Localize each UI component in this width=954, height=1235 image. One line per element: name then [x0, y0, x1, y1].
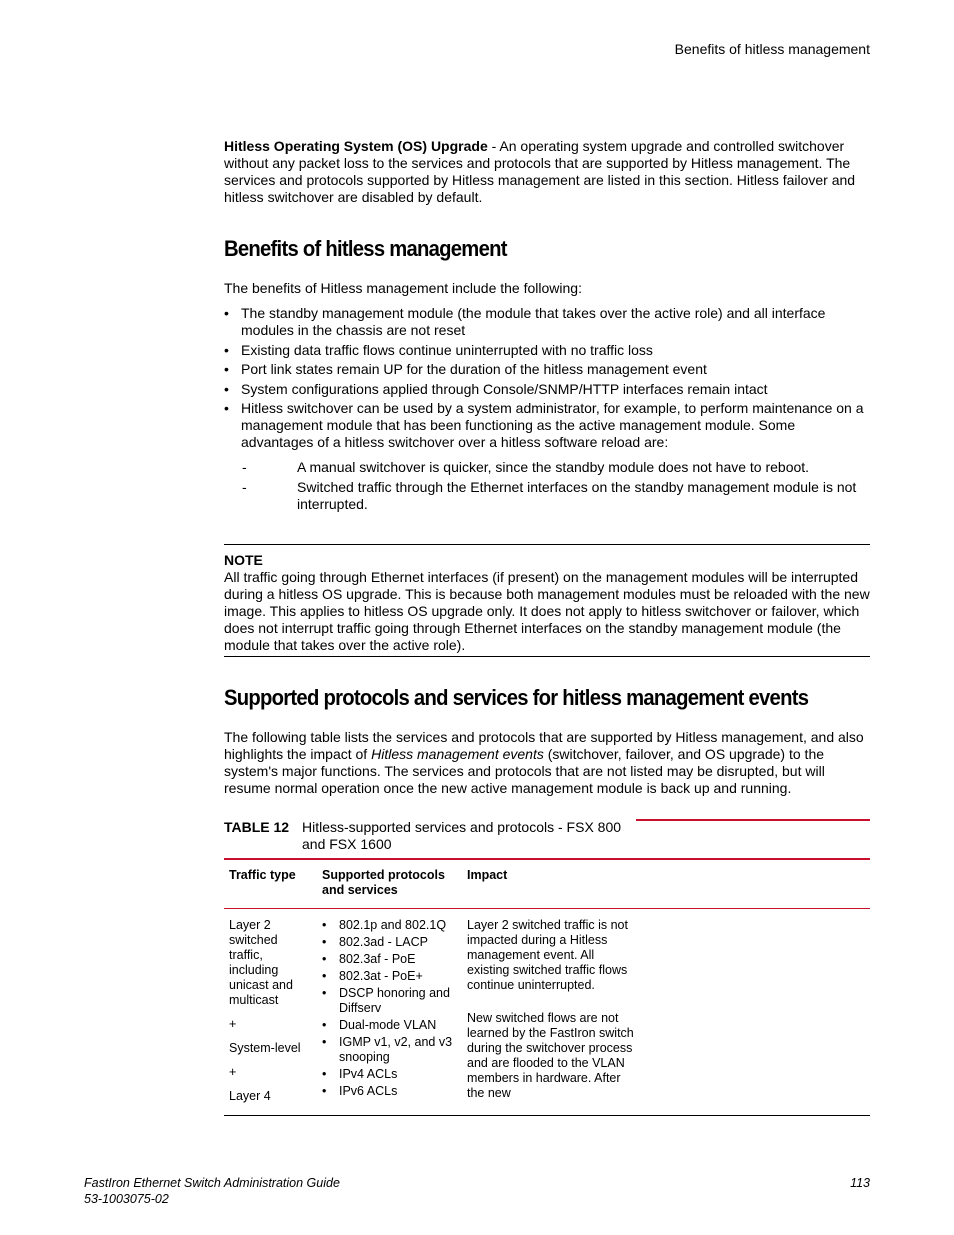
- cell-text: +: [229, 1017, 237, 1031]
- benefits-lead: The benefits of Hitless management include the following:: [224, 280, 582, 296]
- column-header-impact: Impact: [467, 868, 508, 882]
- bullet-mark: •: [224, 305, 229, 321]
- protocol-text: 802.3ad - LACP: [339, 935, 428, 949]
- list-item: [224, 305, 870, 339]
- protocol-list: [322, 918, 462, 1099]
- cell-text: System-level: [229, 1041, 301, 1055]
- cell-text: Layer 2 switched traffic, including unicast and multicast: [229, 918, 293, 1007]
- list-item-text: Existing data traffic flows continue uninterrupted with no traffic loss: [241, 341, 653, 358]
- intro-paragraph: [224, 138, 864, 206]
- dash-mark: -: [242, 459, 247, 475]
- protocol-item: [322, 1084, 462, 1099]
- intro-text: - An operating system upgrade and controlled switchover without any packet loss to the services and protocols that are supported by Hitless management. The services and protocols supported by Hitless management are listed in this section. Hitless failover and hitless switchover are disabled by default.: [224, 138, 856, 205]
- bullet-mark: •: [322, 986, 327, 1000]
- table-title: Hitless-supported services and protocols - FSX 800 and FSX 1600: [302, 819, 622, 852]
- table-top-rule: [224, 858, 870, 860]
- protocol-item: [322, 918, 462, 933]
- bullet-mark: •: [322, 935, 327, 949]
- bullet-mark: •: [322, 918, 327, 932]
- sub-list-item: [240, 459, 870, 476]
- protocol-text: 802.1p and 802.1Q: [339, 918, 447, 932]
- table-cell-protocols: [322, 918, 462, 1101]
- table-cell-traffic-type: [229, 918, 309, 1104]
- protocol-text: 802.3at - PoE+: [339, 969, 423, 983]
- bullet-mark: •: [322, 1018, 327, 1032]
- protocol-item: [322, 969, 462, 984]
- bullet-mark: •: [224, 341, 229, 358]
- protocol-item: [322, 986, 462, 1016]
- protocol-item: [322, 1018, 462, 1033]
- sub-list-item-text: A manual switchover is quicker, since the standby module does not have to reboot.: [297, 459, 810, 475]
- note-title: NOTE: [224, 552, 263, 568]
- benefits-list: [224, 305, 870, 454]
- bullet-mark: •: [224, 380, 229, 397]
- footer-doc-info: [84, 1175, 340, 1207]
- bullet-mark: •: [322, 969, 327, 983]
- footer-page-number: 113: [850, 1176, 870, 1190]
- table-cell-impact: [467, 918, 637, 1101]
- section-heading-benefits: Benefits of hitless management: [224, 236, 507, 261]
- table-bottom-rule: [224, 1115, 870, 1116]
- protocol-text: Dual-mode VLAN: [339, 1018, 437, 1032]
- bullet-mark: •: [224, 361, 229, 378]
- footer-doc-number: 53-1003075-02: [84, 1192, 169, 1206]
- protocol-item: [322, 935, 462, 950]
- cell-text: Layer 2 switched traffic is not impacted during a Hitless management event. All existing switched traffic flows continue uninterrupted.: [467, 918, 628, 992]
- bullet-mark: •: [322, 1067, 327, 1081]
- intro-term: Hitless Operating System (OS) Upgrade: [224, 138, 488, 154]
- table-header-rule: [224, 908, 870, 909]
- list-item-text: System configurations applied through Console/SNMP/HTTP interfaces remain intact: [241, 380, 768, 397]
- protocol-text: IGMP v1, v2, and v3 snooping: [339, 1035, 453, 1064]
- note-box: [224, 544, 870, 657]
- supported-emphasis: Hitless management events: [371, 746, 544, 762]
- bullet-mark: •: [224, 400, 229, 417]
- protocol-item: [322, 952, 462, 967]
- list-item-text: Hitless switchover can be used by a system administrator, for example, to perform maintenance on a management module that has been functioning as the active management module. Some advantages of a hitless switchover over a hitless software reload are:: [241, 400, 864, 451]
- protocol-text: DSCP honoring and Diffserv: [339, 986, 450, 1015]
- list-item-text: The standby management module (the module that takes over the active role) and all interface modules in the chassis are not reset: [241, 305, 826, 338]
- note-text: All traffic going through Ethernet interfaces (if present) on the management modules will be interrupted during a hitless OS upgrade. This is because both management modules must be reloaded with the new image. This applies to hitless OS upgrade only. It does not apply to hitless switchover or failover, which does not interrupt traffic going through Ethernet interfaces on the standby management module (the module that takes over the active role).: [224, 569, 870, 653]
- dash-mark: -: [242, 478, 247, 495]
- cell-text: Layer 4: [229, 1089, 271, 1103]
- list-item: [224, 342, 870, 359]
- supported-text-part: (switchover, failover, and OS upgrade) to the system's major functions. The services and protocols that are not listed may be disrupted, but will resume normal operation once the new active management module is back up and running.: [224, 746, 825, 796]
- supported-text-part: The following table lists the services and protocols that are supported by Hitless management, and also highlights the impact of: [224, 729, 864, 762]
- protocol-item: [322, 1035, 462, 1065]
- bullet-mark: •: [322, 1084, 327, 1098]
- list-item: [224, 400, 870, 451]
- list-item: [224, 381, 870, 398]
- column-header-traffic-type: Traffic type: [229, 868, 296, 882]
- running-header: Benefits of hitless management: [674, 41, 870, 57]
- bullet-mark: •: [322, 952, 327, 966]
- list-item: [224, 361, 870, 378]
- caption-rule: [636, 819, 870, 821]
- table-label: TABLE 12: [224, 819, 290, 835]
- supported-paragraph: [224, 729, 870, 797]
- section-heading-supported: Supported protocols and services for hitless management events: [224, 685, 809, 710]
- protocol-text: 802.3af - PoE: [339, 952, 416, 966]
- cell-text: +: [229, 1065, 237, 1079]
- column-header-protocols: Supported protocols and services: [322, 868, 445, 897]
- sub-list-item: [240, 479, 870, 513]
- protocol-text: IPv6 ACLs: [339, 1084, 398, 1098]
- protocol-text: IPv4 ACLs: [339, 1067, 398, 1081]
- bullet-mark: •: [322, 1035, 327, 1049]
- protocol-item: [322, 1067, 462, 1082]
- cell-text: New switched flows are not learned by the FastIron switch during the switchover process and are flooded to the VLAN members in hardware. After the new: [467, 1011, 634, 1100]
- advantages-sublist: [240, 459, 870, 515]
- list-item-text: Port link states remain UP for the duration of the hitless management event: [241, 361, 707, 378]
- footer-title: FastIron Ethernet Switch Administration Guide: [84, 1176, 340, 1190]
- sub-list-item-text: Switched traffic through the Ethernet interfaces on the standby management module is not interrupted.: [297, 478, 857, 512]
